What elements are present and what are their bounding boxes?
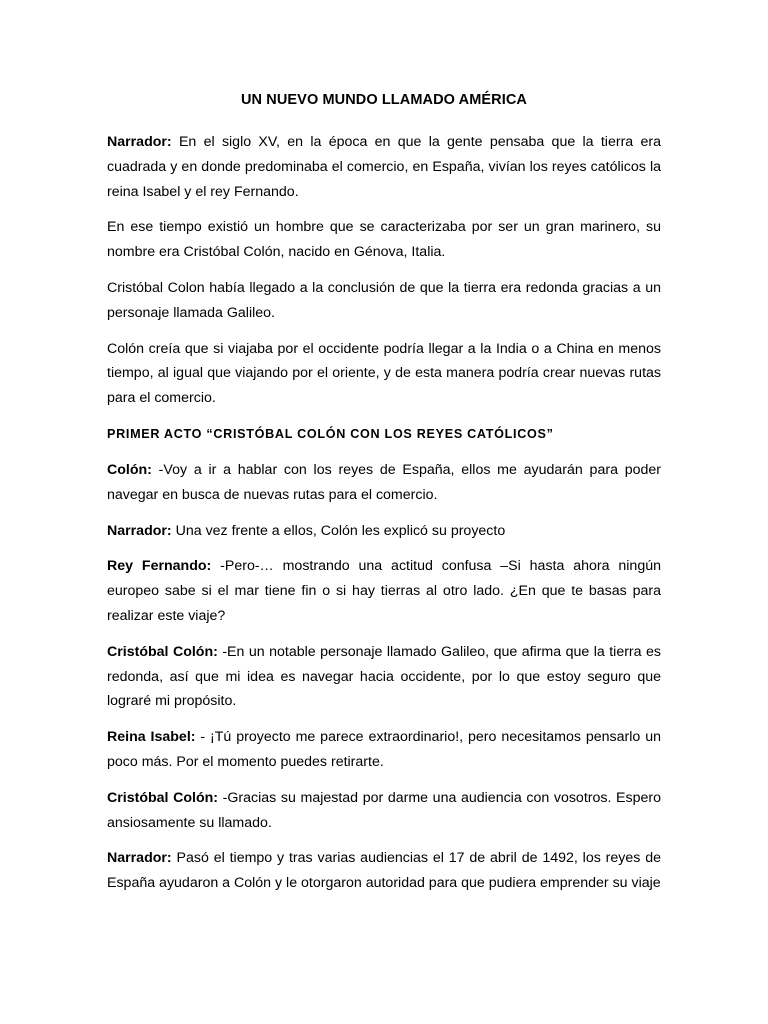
dialogue-line [107,519,661,544]
speaker-label: Narrador: [107,134,172,150]
speaker-label: Rey Fernando: [107,558,212,575]
paragraph-text: Cristóbal Colon había llegado a la conclusión de que la tierra era redonda gracias a un personaje llamada Galileo. [107,279,661,321]
dialogue-text: Pasó el tiempo y tras varias audiencias el 17 de abril de 1492, los reyes de España ayudaron a Colón y le otorgaron autoridad para que pudiera emprender su viaje [107,850,661,892]
dialogue-text: Una vez frente a ellos, Colón les explicó su proyecto [171,522,506,539]
speaker-label: Cristóbal Colón: [107,789,219,806]
paragraph-text: En ese tiempo existió un hombre que se caracterizaba por ser un gran marinero, su nombre era Cristóbal Colón, nacido en Génova, Italia. [107,219,661,261]
paragraph [107,215,661,265]
paragraph [107,337,661,411]
paragraph [107,276,661,326]
document-title: UN NUEVO MUNDO LLAMADO AMÉRICA [240,92,527,108]
dialogue-line [107,640,661,714]
dialogue-line [107,458,661,508]
dialogue-text: -En un notable personaje llamado Galileo, que afirma que la tierra es redonda, así que mi idea es navegar hacia occidente, por lo que estoy seguro que lograré mi propósito. [107,643,661,710]
dialogue-line [107,725,661,775]
document-body [107,92,661,907]
paragraph [107,130,661,204]
speaker-label: Narrador: [107,522,172,539]
dialogue-text: -Pero-… mostrando una actitud confusa –Si hasta ahora ningún europeo sabe si el mar tiene fin o si hay tierras al otro lado. ¿En que te basas para realizar este viaje? [107,558,661,624]
speaker-label: Cristóbal Colón: [107,643,218,660]
dialogue-line [107,554,661,628]
speaker-label: Narrador: [107,850,172,867]
speaker-label: Colón: [107,461,152,478]
dialogue-text: -Gracias su majestad por darme una audiencia con vosotros. Espero ansiosamente su llamado. [107,789,661,831]
paragraph-text: Colón creía que si viajaba por el occidente podría llegar a la India o a China en menos tiempo, al igual que viajando por el oriente, y de esta manera podría crear nuevas rutas para el comercio. [107,340,661,407]
dialogue-line [107,846,661,896]
act-heading: PRIMER ACTO “CRISTÓBAL COLÓN CON LOS REYES CATÓLICOS” [107,426,554,441]
paragraph-text: En el siglo XV, en la época en que la gente pensaba que la tierra era cuadrada y en donde predominaba el comercio, en España, vivían los reyes católicos la reina Isabel y el rey Fernando. [107,134,661,200]
dialogue-line [107,786,661,836]
speaker-label: Reina Isabel: [107,729,196,746]
dialogue-text: -Voy a ir a hablar con los reyes de España, ellos me ayudarán para poder navegar en busca de nuevas rutas para el comercio. [107,461,661,503]
dialogue-text: - ¡Tú proyecto me parece extraordinario!, pero necesitamos pensarlo un poco más. Por el momento puedes retirarte. [107,729,661,770]
